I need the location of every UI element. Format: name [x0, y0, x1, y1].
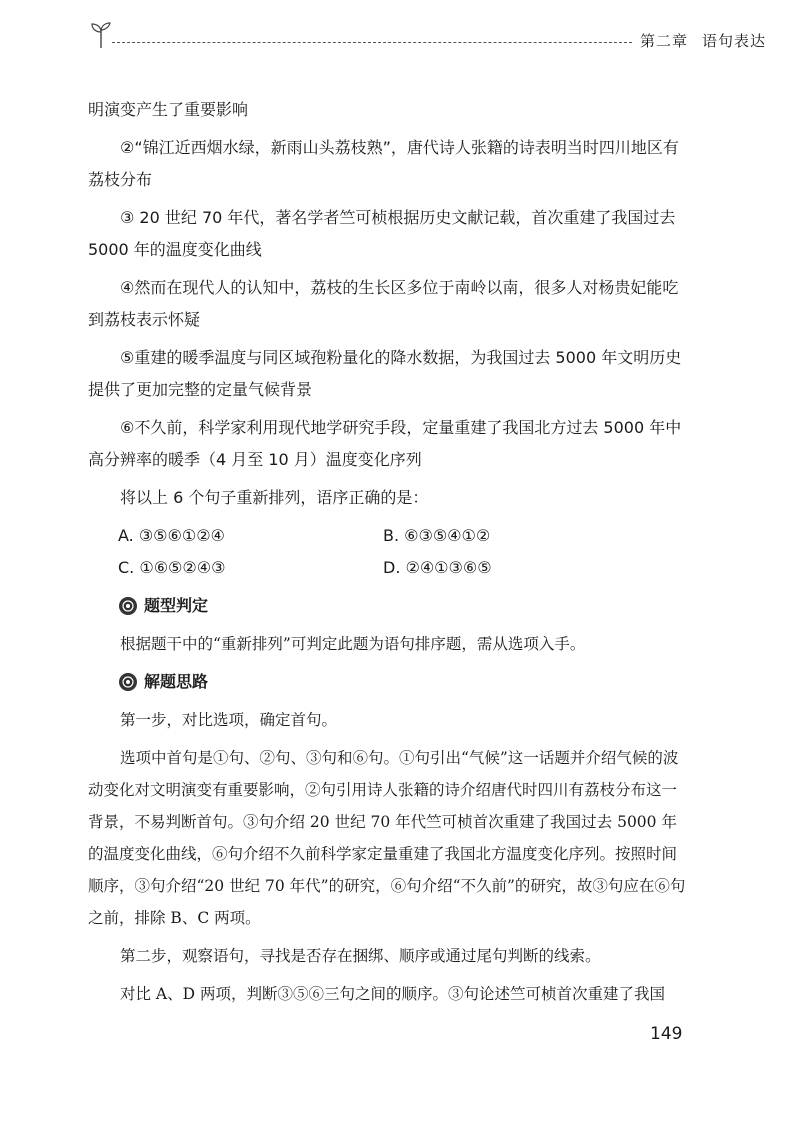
- option-b: B. ⑥③⑤④①②: [383, 526, 491, 545]
- paragraph-p3: ④然而在现代人的认知中，荔枝的生长区多位于南岭以南，很多人对杨贵妃能吃到荔枝表示怀疑: [88, 278, 679, 329]
- paragraph-p1: ②“锦江近西烟水绿，新雨山头荔枝熟”，唐代诗人张籍的诗表明当时四川地区有荔枝分布: [88, 138, 679, 189]
- paragraph-p4: ⑤重建的暖季温度与同区域孢粉量化的降水数据，为我国过去 5000 年文明历史提供了更加完整的定量气候背景: [88, 348, 682, 399]
- analysis-paragraph-2: 对比 A、D 两项，判断③⑤⑥三句之间的顺序。③句论述竺可桢首次重建了我国: [120, 985, 665, 1003]
- option-c: C. ①⑥⑤②④③: [118, 558, 226, 577]
- step-two: 第二步，观察语句，寻找是否存在捆绑、顺序或通过尾句判断的线索。: [120, 947, 601, 965]
- flower-badge-icon: [118, 672, 138, 692]
- section-text-type: 根据题干中的“重新排列”可判定此题为语句排序题，需从选项入手。: [120, 635, 586, 653]
- option-d: D. ②④①③⑥⑤: [383, 558, 492, 577]
- paragraph-p5: ⑥不久前，科学家利用现代地学研究手段，定量重建了我国北方过去 5000 年中高分辨率的暖季（4 月至 10 月）温度变化序列: [88, 418, 682, 469]
- section-heading-approach: [88, 666, 688, 698]
- section-title-type: 题型判定: [144, 596, 209, 615]
- option-a: A. ③⑤⑥①②④: [118, 526, 225, 545]
- section-title-approach: 解题思路: [144, 672, 209, 691]
- analysis-paragraph-1: 选项中首句是①句、②句、③句和⑥句。①句引出“气候”这一话题并介绍气候的波动变化对文明演变有重要影响，②句引用诗人张籍的诗介绍唐代时四川有荔枝分布这一背景，不易判断首句。③句介绍 20 世纪 70 年代竺可桢首次重建了我国过去 5000 年的温度变化曲线，⑥句介绍不久前科学家定量重建了我国北方温度变化序列。按照时间顺序，③句介绍“20 世纪 70 年代”的研究，⑥句介绍“不久前”的研究，故③句应在⑥句之前，排除 B、C 两项。: [88, 749, 686, 927]
- header-rule: [112, 42, 632, 43]
- paragraph-p0: 明演变产生了重要影响: [88, 100, 249, 119]
- chapter-number: 第二章: [640, 32, 689, 50]
- chapter-title: 语句表达: [702, 32, 767, 50]
- section-heading-type: [88, 590, 688, 622]
- step-one: 第一步，对比选项，确定首句。: [120, 711, 338, 729]
- answer-options: [88, 520, 688, 584]
- paragraph-p2: ③ 20 世纪 70 年代，著名学者竺可桢根据历史文献记载，首次重建了我国过去 5000 年的温度变化曲线: [88, 208, 676, 259]
- running-header: [88, 20, 767, 56]
- question-prompt: 将以上 6 个句子重新排列，语序正确的是：: [120, 488, 429, 507]
- chapter-label: [640, 30, 780, 51]
- page-number: 149: [650, 1024, 683, 1044]
- page-body: [88, 94, 688, 1016]
- flower-badge-icon: [118, 596, 138, 616]
- sprout-icon: [88, 20, 114, 50]
